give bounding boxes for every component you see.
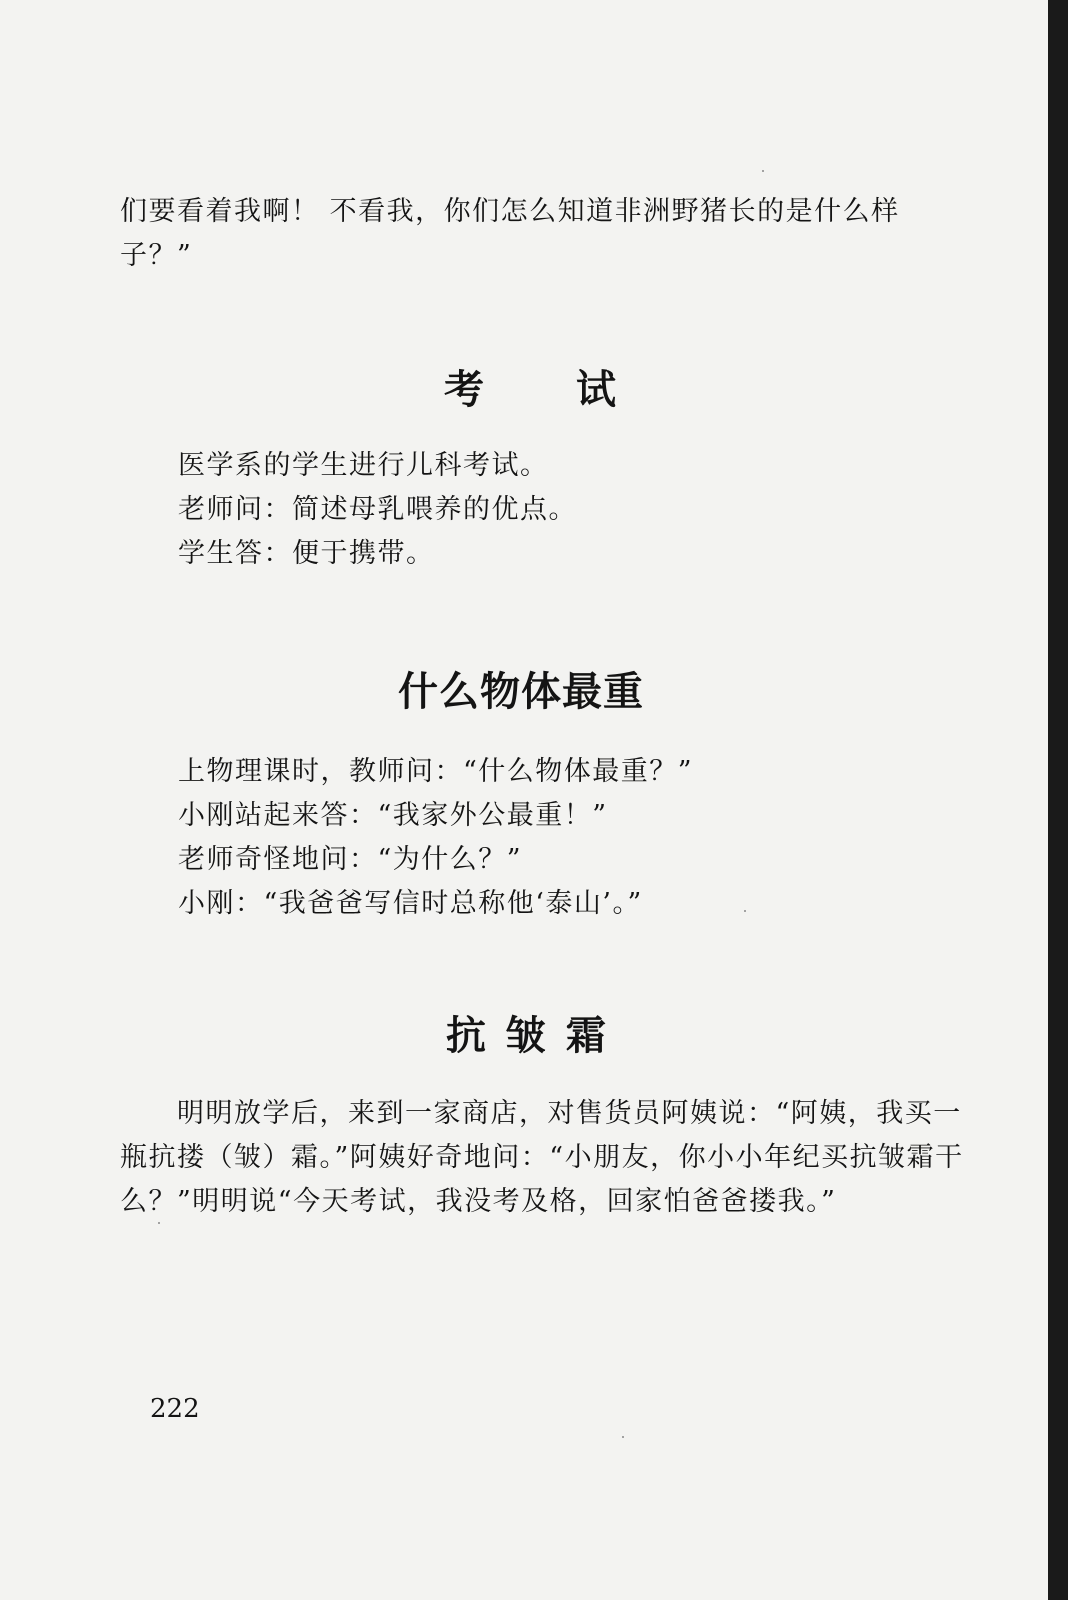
text-line: 学生答：便于携带。 [178,538,435,569]
exam-joke [178,444,577,576]
text-line: 上物理课时，教师问：“什么物体最重？” [178,756,694,787]
text-line: 小刚站起来答：“我家外公最重！” [178,800,608,831]
text-line: 老师奇怪地问：“为什么？” [178,844,523,875]
text-line: 明明放学后，来到一家商店，对售货员阿姨说：“阿姨，我买一 [120,1098,962,1129]
cream-joke [120,1092,964,1224]
text-line: 医学系的学生进行儿科考试。 [178,450,549,481]
text-line: 子？” [120,240,193,271]
section-title-exam: 考 试 [444,366,620,413]
text-line: 小刚：“我爸爸写信时总称他‘泰山’。” [178,888,643,919]
scan-speck [622,1436,624,1438]
scan-speck [744,910,746,912]
page-number: 222 [150,1394,200,1424]
scan-speck [762,170,764,172]
text-line: 瓶抗搂（皱）霜。”阿姨好奇地问：“小朋友，你小小年纪买抗皱霜干 [120,1142,964,1173]
heaviest-joke [178,750,693,926]
section-title-cream: 抗 皱 霜 [446,1012,609,1059]
text-line: 们要看着我啊！ 不看我，你们怎么知道非洲野猪长的是什么样 [120,196,900,227]
scan-speck [158,1222,160,1224]
text-line: 么？”明明说“今天考试，我没考及格，回家怕爸爸搂我。” [120,1186,837,1217]
continuation-paragraph [120,190,900,278]
scan-edge [1048,0,1068,1600]
text-line: 老师问：简述母乳喂养的优点。 [178,494,577,525]
section-title-heaviest: 什么物体最重 [398,668,644,715]
